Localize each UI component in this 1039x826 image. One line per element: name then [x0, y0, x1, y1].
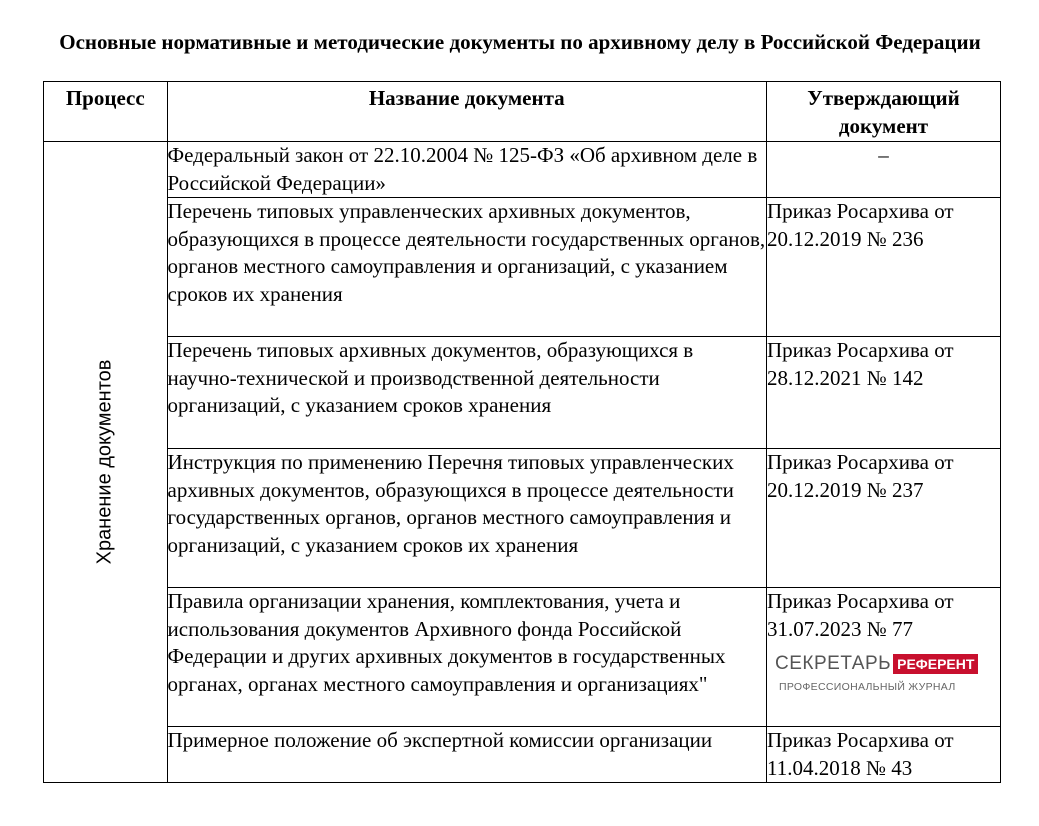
table-row [44, 142, 1001, 198]
table-row [44, 198, 1001, 337]
approving-document-cell: Приказ Росархива от 20.12.2019 № 237 [767, 449, 1001, 588]
approving-document-cell: Приказ Росархива от 28.12.2021 № 142 [767, 337, 1001, 449]
approving-document-cell: – [767, 142, 1001, 198]
document-name-cell: Примерное положение об экспертной комиссии организации [167, 727, 767, 783]
journal-logo [775, 653, 975, 694]
document-name-cell: Перечень типовых архивных документов, образующихся в научно-технической и производственной деятельности организаций, с указанием сроков хранения [167, 337, 767, 449]
logo-subtitle: ПРОФЕССИОНАЛЬНЫЙ ЖУРНАЛ [779, 681, 956, 693]
logo-text-secretary: СЕКРЕТАРЬ [775, 653, 892, 674]
table-row [44, 588, 1001, 727]
document-title: Основные нормативные и методические документы по архивному делу в Российской Федерации [59, 30, 981, 54]
table-row [44, 449, 1001, 588]
approving-document-cell: Приказ Росархива от 20.12.2019 № 236 [767, 198, 1001, 337]
approving-document-cell [767, 588, 1001, 727]
logo-text-referent: РЕФЕРЕНТ [893, 654, 978, 674]
document-name-cell: Федеральный закон от 22.10.2004 № 125-ФЗ «Об архивном деле в Российской Федерации» [167, 142, 767, 198]
approving-document-cell: Приказ Росархива от 11.04.2018 № 43 [767, 727, 1001, 783]
approving-document-text: Приказ Росархива от 31.07.2023 № 77 [767, 589, 954, 641]
document-name-cell: Перечень типовых управленческих архивных документов, образующихся в процессе деятельности государственных органов, органов местного самоуправления и организаций, с указанием сроков их хранения [167, 198, 767, 337]
column-header-process: Процесс [44, 82, 168, 142]
column-header-approving: Утверждающий документ [767, 82, 1001, 142]
documents-table [43, 81, 1001, 783]
process-label: Хранение документов [93, 359, 116, 565]
table-row [44, 727, 1001, 783]
table-header-row [44, 82, 1001, 142]
process-cell [44, 142, 168, 783]
table-row [44, 337, 1001, 449]
column-header-name: Название документа [167, 82, 767, 142]
document-name-cell: Правила организации хранения, комплектования, учета и использования документов Архивного фонда Российской Федерации и других архивных документов в государственных органах, органах местного самоуправления и организациях" [167, 588, 767, 727]
document-name-cell: Инструкция по применению Перечня типовых управленческих архивных документов, образующихся в процессе деятельности государственных органов, органов местного самоуправления и организаций, с указанием сроков их хранения [167, 449, 767, 588]
